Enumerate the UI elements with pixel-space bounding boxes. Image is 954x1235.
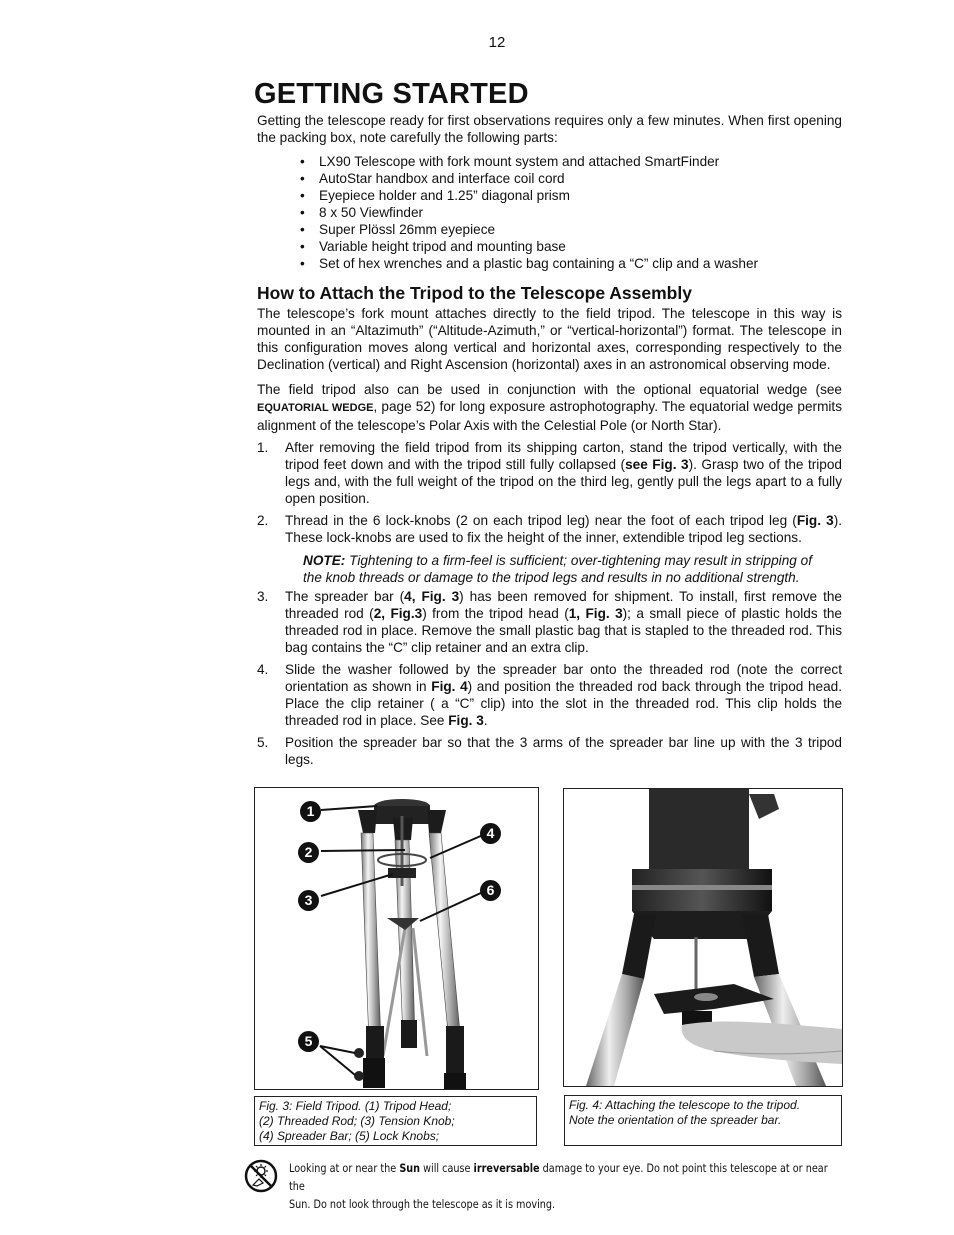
section-paragraph-2 bbox=[257, 381, 842, 434]
list-item: • 8 x 50 Viewfinder bbox=[300, 204, 840, 221]
list-item: • Variable height tripod and mounting base bbox=[300, 238, 840, 255]
figure-reference: Fig. 3 bbox=[448, 713, 484, 728]
callout-4: 4 bbox=[480, 823, 501, 844]
emphasis: irreversable bbox=[473, 1161, 540, 1175]
callout-6: 6 bbox=[480, 880, 501, 901]
note bbox=[303, 552, 812, 586]
text-run: After removing the field tripod from its shipping carton, stand the tripod vertically, with the tripod feet down and with the tripod still fully collapsed ( bbox=[285, 440, 842, 472]
step-1 bbox=[257, 439, 842, 507]
step-number: 2. bbox=[257, 513, 269, 528]
step-number: 4. bbox=[257, 662, 269, 677]
section-paragraph-1: The telescope’s fork mount attaches directly to the field tripod. The telescope in this way is mounted in an “Altazimuth” (“Altitude-Azimuth,” or “vertical-horizontal”) format. The telescope in this configuration moves along vertical and horizontal axes, corresponding respectively to the Declination (vertical) and Right Ascension (horizontal) axes in an astronomical observing mode. bbox=[257, 306, 842, 372]
list-item: • Super Plössl 26mm eyepiece bbox=[300, 221, 840, 238]
section-heading: How to Attach the Tripod to the Telescope Assembly bbox=[257, 283, 692, 303]
figure-4-caption bbox=[564, 1095, 842, 1146]
text-run: Thread in the 6 lock-knobs (2 on each tripod leg) near the foot of each tripod leg ( bbox=[285, 513, 797, 528]
callout-3: 3 bbox=[298, 890, 319, 911]
emphasis: Sun bbox=[399, 1161, 421, 1175]
figure-3-caption bbox=[254, 1096, 537, 1146]
text-run: ) and position the threaded rod back through the tripod head. Place the clip retainer ( a “C” clip) into the slot in the threaded rod. This clip holds the threaded rod in place. See bbox=[285, 679, 842, 728]
text-run: Position the spreader bar so that the 3 arms of the spreader bar line up with the 3 tripod legs. bbox=[285, 735, 842, 767]
step-number: 3. bbox=[257, 589, 269, 604]
figure-reference: see Fig. 3 bbox=[625, 457, 689, 472]
intro-paragraph: Getting the telescope ready for first observations requires only a few minutes. When first opening the packing box, note carefully the following parts: bbox=[257, 113, 842, 145]
caption-line: Fig. 3: Field Tripod. (1) Tripod Head; bbox=[259, 1099, 452, 1113]
sun-warning-icon bbox=[244, 1159, 278, 1193]
steps-list bbox=[257, 439, 842, 768]
text-run: ) from the tripod head ( bbox=[422, 606, 569, 621]
page-number: 12 bbox=[488, 34, 506, 51]
text-run: Looking at or near the bbox=[289, 1161, 400, 1175]
note-label: NOTE: bbox=[303, 553, 346, 568]
page-title: GETTING STARTED bbox=[254, 78, 529, 110]
cross-reference: EQUATORIAL WEDGE bbox=[257, 402, 374, 414]
callout-1: 1 bbox=[300, 801, 321, 822]
list-item: • AutoStar handbox and interface coil cord bbox=[300, 170, 840, 187]
step-5 bbox=[257, 734, 842, 768]
text-run: The spreader bar ( bbox=[285, 589, 405, 604]
figure-3-tripod bbox=[254, 787, 539, 1090]
caption-line: Note the orientation of the spreader bar. bbox=[569, 1113, 782, 1127]
text-run: ) has been removed for shipment. To install, first remove the threaded rod ( bbox=[285, 589, 842, 621]
list-item: • Set of hex wrenches and a plastic bag containing a “C” clip and a washer bbox=[300, 255, 840, 272]
text-run: . bbox=[483, 713, 488, 728]
text-run: Slide the washer followed by the spreader bar onto the threaded rod (note the correct orientation as shown in bbox=[285, 662, 842, 694]
text-run: damage to your eye. Do not point this telescope at or near the bbox=[289, 1161, 828, 1193]
step-number: 5. bbox=[257, 735, 269, 750]
text-run: ); a small piece of plastic holds the threaded rod in place. Remove the small plastic bag that is stapled to the threaded rod. This bag contains the “C” clip retainer and an extra clip. bbox=[285, 606, 842, 655]
figure-4-telescope-photo bbox=[563, 788, 843, 1087]
caption-line: (2) Threaded Rod; (3) Tension Knob; bbox=[259, 1114, 455, 1128]
list-item: • LX90 Telescope with fork mount system and attached SmartFinder bbox=[300, 153, 840, 170]
caption-line: Fig. 4: Attaching the telescope to the tripod. bbox=[569, 1098, 801, 1112]
text-run: The field tripod also can be used in conjunction with the optional equatorial wedge (see bbox=[257, 382, 842, 397]
list-item: • Eyepiece holder and 1.25” diagonal prism bbox=[300, 187, 840, 204]
text-run: will cause bbox=[420, 1161, 474, 1175]
warning-line-2: Sun. Do not look through the telescope as it is moving. bbox=[289, 1197, 556, 1211]
text-run: ). Grasp two of the tripod legs and, with the full weight of the tripod on the third leg, gently pull the legs apart to a fully open position. bbox=[285, 457, 842, 506]
figure-reference: Fig. 3 bbox=[796, 513, 834, 528]
step-4 bbox=[257, 661, 842, 729]
figure-reference: 4, Fig. 3 bbox=[404, 589, 460, 604]
step-3 bbox=[257, 588, 842, 656]
note-text: Tightening to a firm-feel is sufficient; over-tightening may result in stripping of the knob threads or damage to the tripod legs and results in no additional strength. bbox=[303, 553, 812, 585]
text-run: , page 52) for long exposure astrophotography. The equatorial wedge permits alignment of the telescope’s Polar Axis with the Celestial Pole (or North Star). bbox=[257, 399, 843, 433]
step-2 bbox=[257, 512, 842, 546]
figure-reference: 2, Fig.3 bbox=[373, 606, 423, 621]
figure-reference: 1, Fig. 3 bbox=[568, 606, 623, 621]
sun-warning-text bbox=[289, 1159, 835, 1213]
callout-2: 2 bbox=[298, 842, 319, 863]
callout-5: 5 bbox=[298, 1031, 319, 1052]
text-run: ). These lock-knobs are used to fix the height of the inner, extendible tripod leg sections. bbox=[285, 513, 842, 545]
telescope-illustration bbox=[564, 789, 842, 1086]
step-number: 1. bbox=[257, 440, 269, 455]
warning-line-1 bbox=[289, 1159, 835, 1195]
figure-reference: Fig. 4 bbox=[431, 679, 468, 694]
caption-line: (4) Spreader Bar; (5) Lock Knobs; bbox=[259, 1129, 440, 1143]
parts-list bbox=[300, 153, 840, 272]
